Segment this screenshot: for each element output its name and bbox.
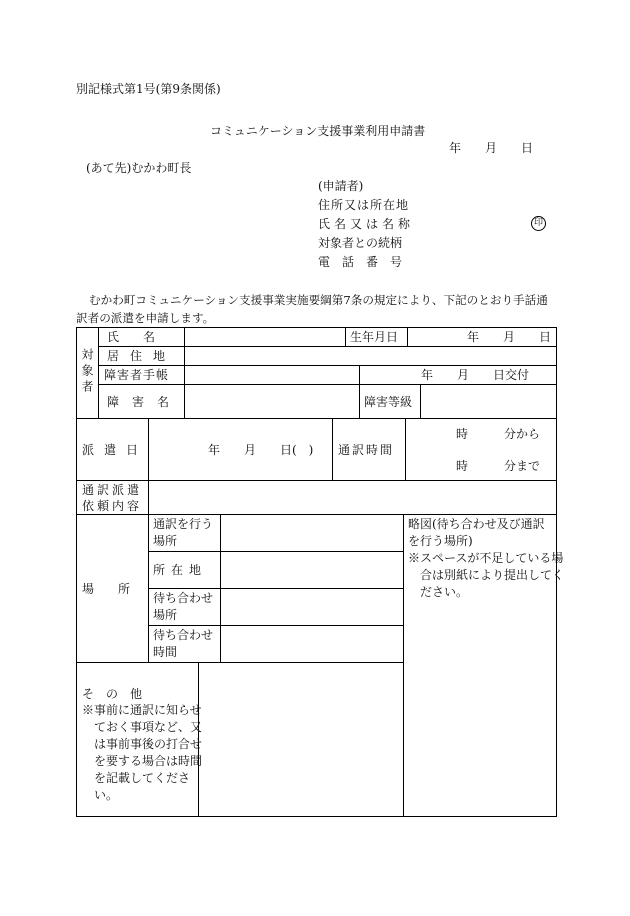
grid-line	[403, 514, 404, 817]
meeting-time-field[interactable]	[222, 626, 402, 661]
grid-line	[98, 384, 557, 385]
interp-place-field[interactable]	[222, 515, 402, 550]
other-field[interactable]	[200, 664, 401, 815]
subject-group-label: 対象者	[80, 348, 94, 396]
time-to-field[interactable]: 時 分まで	[456, 459, 541, 473]
map-title: 略図(待ち合わせ及び通訳を行う場所)	[408, 517, 545, 548]
request-label-line1: 通訳派遣	[82, 483, 143, 497]
request-label-line2: 依頼内容	[82, 499, 143, 513]
place-row-label-line2: 場所	[153, 534, 178, 548]
table-border-left	[76, 327, 77, 817]
dispatch-date-label: 派遣日	[82, 443, 149, 457]
grid-line	[405, 418, 406, 480]
applicant-name-label: 氏名又は名称	[318, 217, 415, 231]
intro-line-1: むかわ町コミュニケーション支援事業実施要綱第7条の規定により、下記のとおり手話通	[89, 293, 548, 307]
place-row-label-line1: 待ち合わせ	[153, 591, 214, 605]
place-label: 場 所	[82, 582, 131, 596]
grid-line	[359, 365, 360, 418]
birthdate-field[interactable]: 年 月 日	[467, 330, 552, 344]
submission-date[interactable]: 年 月 日	[449, 141, 534, 155]
applicant-relation-label: 対象者との続柄	[318, 236, 403, 250]
handbook-label: 障害者手帳	[104, 368, 170, 382]
form-title: コミュニケーション支援事業利用申請書	[210, 124, 426, 138]
handbook-field[interactable]	[186, 366, 358, 383]
grid-line	[148, 418, 149, 480]
intro-line-2: 訳者の派遣を申請します。	[76, 311, 215, 325]
handbook-issue-date[interactable]: 年 月 日交付	[421, 368, 530, 382]
applicant-address-label: 住所又は所在地	[318, 198, 410, 212]
other-note: ※事前に通訳に知らせておく事項など、又は事前事後の打合せを要する場合は時間を記載してください。	[82, 703, 203, 802]
seal-mark: 印	[531, 216, 546, 231]
grid-line	[148, 480, 149, 514]
addressee: (あて先)むかわ町長	[86, 161, 192, 175]
residence-label: 居住地	[107, 349, 177, 363]
subject-name-field[interactable]	[186, 328, 344, 345]
place-row-label-line1: 通訳を行う	[153, 517, 214, 531]
place-row-label-line2: 場所	[153, 608, 178, 622]
disability-name-field[interactable]	[186, 386, 358, 417]
location-field[interactable]	[222, 552, 402, 587]
applicant-heading: (申請者)	[318, 179, 364, 193]
time-from-field[interactable]: 時 分から	[456, 427, 541, 441]
disability-name-label: 障害名	[107, 395, 183, 409]
grid-line	[98, 327, 99, 418]
birthdate-label: 生年月日	[350, 330, 399, 344]
place-row-label-line2: 時間	[153, 645, 178, 659]
grid-line	[407, 327, 408, 346]
grid-line	[345, 327, 346, 346]
grid-line	[332, 418, 333, 480]
residence-field[interactable]	[186, 347, 555, 364]
table-border-bottom	[76, 816, 557, 817]
request-content-field[interactable]	[150, 482, 555, 513]
meeting-place-field[interactable]	[222, 589, 402, 624]
map-note: ※スペースが不足している場合は別紙により提出してください。	[408, 551, 565, 599]
subject-name-label: 氏 名	[107, 330, 156, 344]
form-number: 別記様式第1号(第9条関係)	[76, 82, 221, 96]
interp-time-label: 通訳時間	[338, 443, 395, 457]
other-label: そ の 他	[82, 687, 143, 701]
applicant-phone-label: 電 話 番 号	[318, 255, 403, 269]
grid-line	[420, 384, 421, 418]
place-row-label-line1: 待ち合わせ	[153, 628, 214, 642]
dispatch-date-field[interactable]: 年 月 日( )	[208, 443, 314, 457]
grid-line	[184, 327, 185, 418]
disability-grade-field[interactable]	[422, 386, 555, 417]
grid-line	[76, 662, 404, 663]
disability-grade-label: 障害等級	[364, 395, 413, 409]
place-row-label-line1: 所在地	[153, 563, 208, 577]
